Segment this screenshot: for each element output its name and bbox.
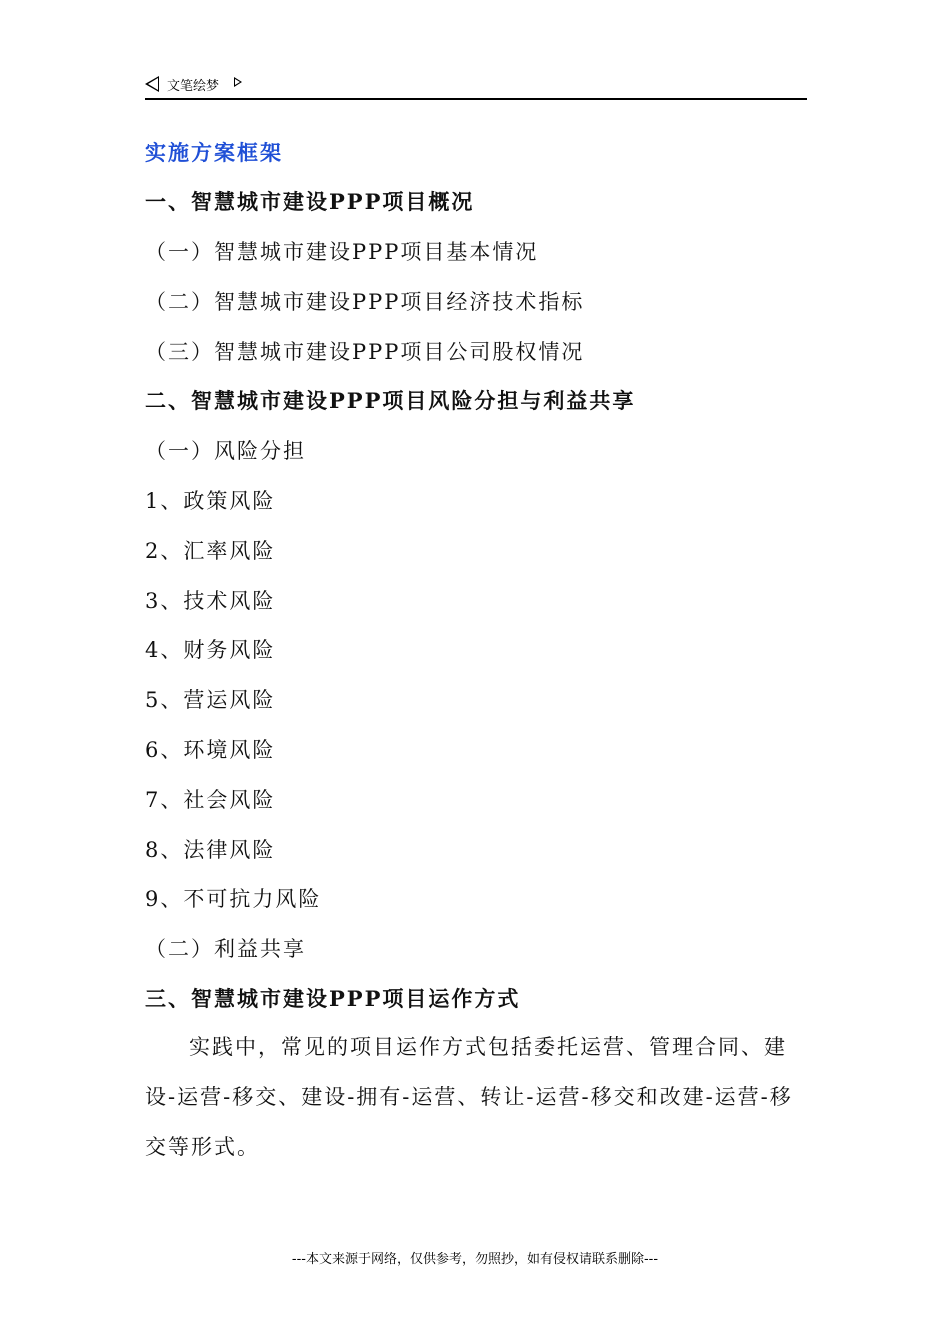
section1-item-3: （三）智慧城市建设PPP项目公司股权情况: [145, 340, 585, 364]
section1-item-1: （一）智慧城市建设PPP项目基本情况: [145, 240, 539, 264]
page-header: [145, 72, 807, 100]
risk-item-1: 1、政策风险: [145, 489, 276, 513]
section1-item-2: （二）智慧城市建设PPP项目经济技术指标: [145, 290, 585, 314]
risk-item-4: 4、财务风险: [145, 638, 276, 662]
right-triangle-icon: [234, 77, 242, 87]
risk-item-3: 3、技术风险: [145, 589, 276, 613]
section3-heading: 三、智慧城市建设PPP项目运作方式: [145, 986, 521, 1011]
doc-title: 实施方案框架: [145, 140, 283, 165]
risk-item-9: 9、不可抗力风险: [145, 887, 322, 911]
risk-item-5: 5、营运风险: [145, 688, 276, 712]
risk-item-6: 6、环境风险: [145, 738, 276, 762]
section1-heading: 一、智慧城市建设PPP项目概况: [145, 189, 475, 214]
section2-sub1: （一）风险分担: [145, 439, 306, 463]
risk-item-8: 8、法律风险: [145, 838, 276, 862]
footer-notice: ---本文来源于网络，仅供参考，勿照抄，如有侵权请联系删除---: [291, 1252, 659, 1267]
left-triangle-icon: [145, 76, 159, 92]
section2-sub2: （二）利益共享: [145, 937, 306, 961]
risk-item-7: 7、社会风险: [145, 788, 276, 812]
risk-item-2: 2、汇率风险: [145, 539, 276, 563]
section3-paragraph: 实践中，常见的项目运作方式包括委托运营、管理合同、建设-运营-移交、建设-拥有-运营、转让-运营-移交和改建-运营-移交等形式。: [145, 1035, 793, 1159]
header-brand: 文笔绘梦: [167, 79, 220, 94]
section2-heading: 二、智慧城市建设PPP项目风险分担与利益共享: [145, 388, 636, 413]
